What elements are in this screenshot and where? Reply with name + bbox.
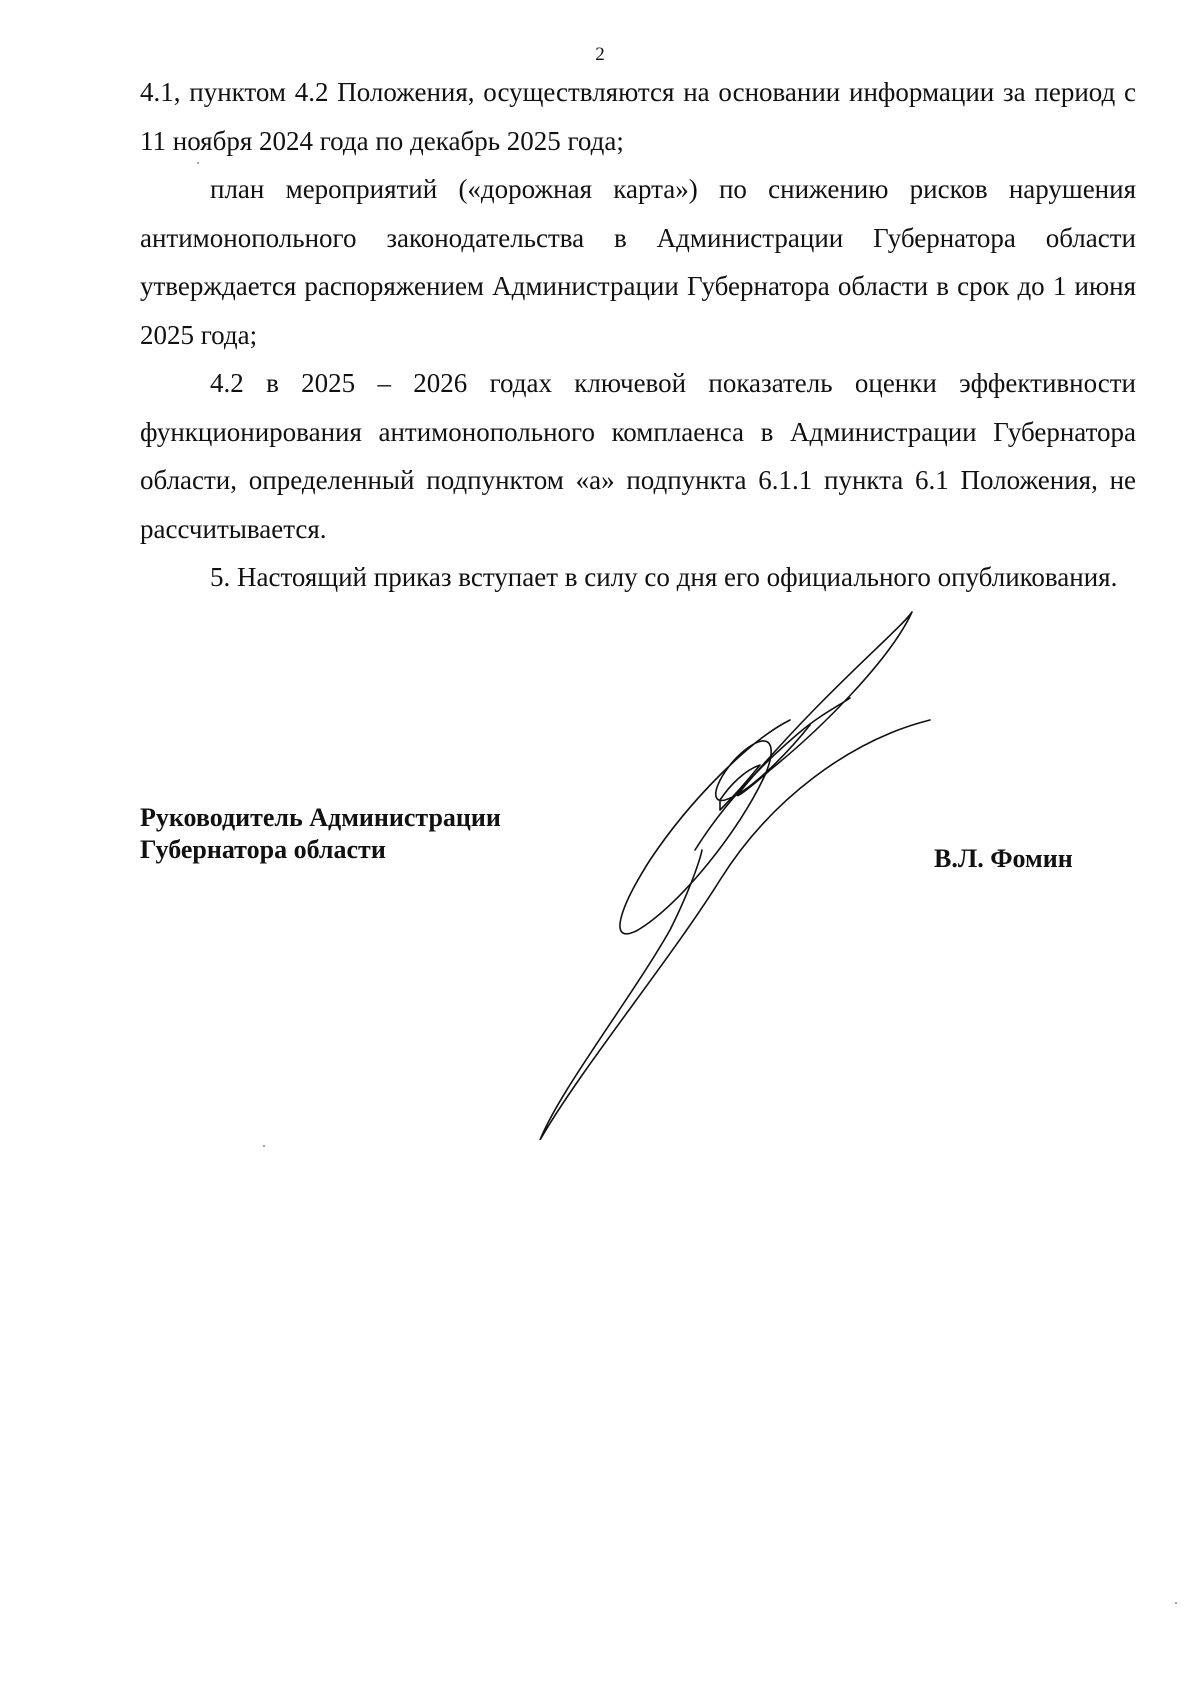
scan-speck: [263, 1145, 265, 1147]
paragraph-5: 5. Настоящий приказ вступает в силу со дня его официального опубликования.: [210, 562, 1118, 592]
signature-stroke-cross: [695, 698, 850, 850]
signature-stroke-loop: [620, 720, 810, 934]
paragraph-continuation: 4.1, пунктом 4.2 Положения, осуществляются на основании информации за период с 11 ноября 2024 года по декабрь 2025 года;: [140, 77, 1136, 156]
signature-stroke-top: [737, 612, 912, 796]
signer-name: В.Л. Фомин: [934, 844, 1073, 873]
signer-position: [140, 802, 501, 866]
paragraph-4-2: 4.2 в 2025 – 2026 годах ключевой показатель оценки эффективности функционирования антимонопольного комплаенса в Администрации Губернатора области, определенный подпунктом «а» подпункта 6.1.1 пункта 6.1 Положения, не рассчитывается.: [140, 368, 1136, 544]
scan-speck: [197, 162, 199, 164]
handwritten-signature: [520, 600, 940, 1140]
signer-position-line-1: Руководитель Администрации: [140, 803, 501, 832]
signature-stroke-sweep: [540, 720, 930, 1140]
document-body: [140, 68, 1136, 602]
scan-speck: [1175, 1602, 1177, 1604]
paragraph-roadmap: план мероприятий («дорожная карта») по снижению рисков нарушения антимонопольного законодательства в Администрации Губернатора области утверждается распоряжением Администрации Губернатора области в срок до 1 июня 2025 года;: [140, 174, 1136, 350]
page-number: 2: [595, 44, 605, 65]
signer-position-line-2: Губернатора области: [140, 835, 386, 864]
